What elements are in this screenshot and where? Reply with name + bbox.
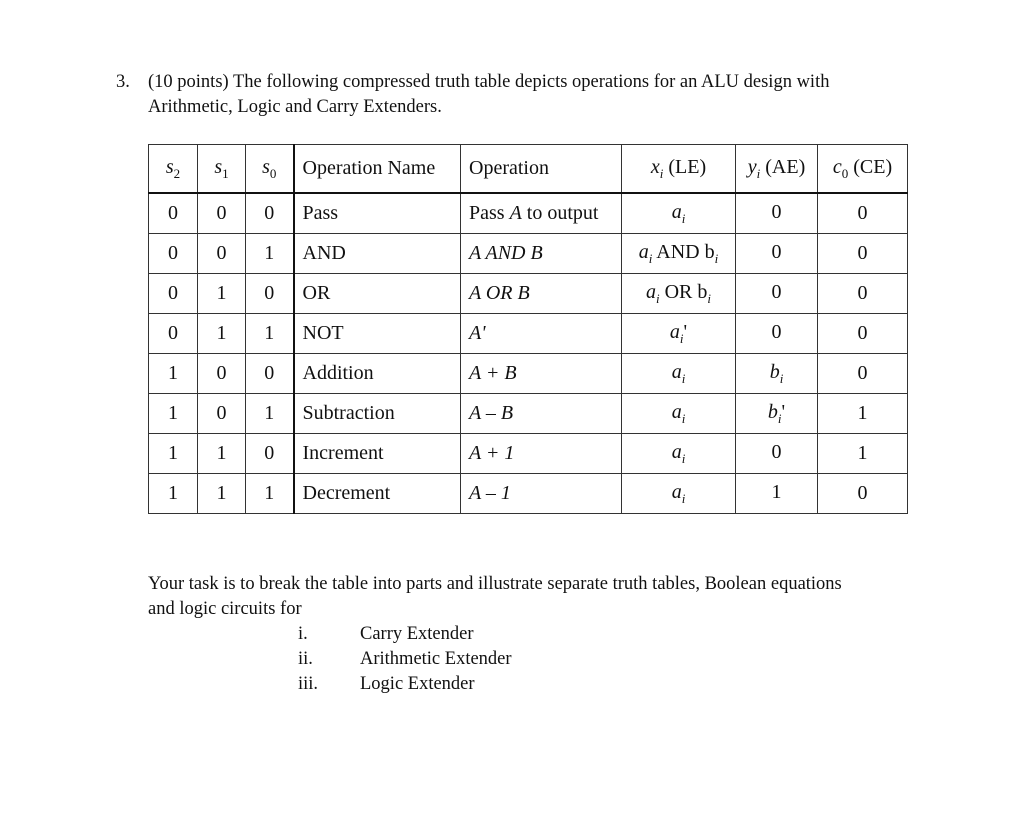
task-item-number: ii. (298, 649, 313, 669)
cell-c0: 0 (818, 234, 908, 274)
cell-operation-name: AND (294, 234, 461, 274)
table-row (149, 434, 908, 474)
header-s1: $s_1$ (198, 145, 246, 194)
cell-operation-name: Increment (294, 434, 461, 474)
cell-yi: 0 (736, 434, 818, 474)
cell-xi: $a_i$ (622, 193, 736, 234)
table-row (149, 234, 908, 274)
cell-s2: 1 (149, 354, 198, 394)
cell-s0: 0 (246, 434, 294, 474)
cell-s1: 0 (198, 394, 246, 434)
cell-yi: 0 (736, 314, 818, 354)
task-item-label: Arithmetic Extender (360, 649, 512, 669)
cell-operation: A AND B (461, 234, 622, 274)
cell-s1: 1 (198, 274, 246, 314)
table-row (149, 314, 908, 354)
cell-c0: 0 (818, 193, 908, 234)
cell-yi: 1 (736, 474, 818, 514)
cell-s2: 1 (149, 474, 198, 514)
header-xi: $x_i$ (LE) (622, 145, 736, 194)
task-item-label: Carry Extender (360, 624, 474, 644)
cell-xi: $a_i$ (622, 394, 736, 434)
task-item-number: i. (298, 624, 308, 644)
header-yi: $y_i$ (AE) (736, 145, 818, 194)
truth-table (148, 144, 908, 514)
cell-yi: 0 (736, 274, 818, 314)
cell-operation: Pass A to output (461, 193, 622, 234)
table-row (149, 394, 908, 434)
cell-xi: $a_i$ (622, 434, 736, 474)
cell-operation: A – B (461, 394, 622, 434)
cell-s2: 0 (149, 314, 198, 354)
cell-xi: $a_i'$ (622, 314, 736, 354)
header-row (149, 145, 908, 194)
cell-c0: 0 (818, 474, 908, 514)
cell-xi: $a_i$ (622, 354, 736, 394)
cell-operation: A – 1 (461, 474, 622, 514)
cell-operation: A OR B (461, 274, 622, 314)
cell-yi: 0 (736, 193, 818, 234)
cell-s0: 0 (246, 274, 294, 314)
task-text: Your task is to break the table into parts and illustrate separate truth tables, Boolean equations and logic circuits for (148, 574, 842, 619)
cell-yi: $b_i'$ (736, 394, 818, 434)
cell-s1: 0 (198, 234, 246, 274)
question-text: (10 points) The following compressed truth table depicts operations for an ALU design with Arithmetic, Logic and Carry Extenders. (148, 72, 830, 117)
cell-operation: A' (461, 314, 622, 354)
cell-s0: 1 (246, 234, 294, 274)
cell-s1: 1 (198, 434, 246, 474)
question-number: 3. (116, 72, 130, 92)
cell-s1: 1 (198, 314, 246, 354)
cell-operation-name: NOT (294, 314, 461, 354)
cell-s0: 0 (246, 354, 294, 394)
cell-s2: 1 (149, 394, 198, 434)
cell-xi: $a_i$ (622, 474, 736, 514)
cell-c0: 0 (818, 274, 908, 314)
header-c0: $c_0$ (CE) (818, 145, 908, 194)
cell-operation-name: Addition (294, 354, 461, 394)
cell-s2: 0 (149, 234, 198, 274)
cell-s0: 1 (246, 394, 294, 434)
cell-s0: 1 (246, 314, 294, 354)
cell-s1: 1 (198, 474, 246, 514)
cell-s0: 1 (246, 474, 294, 514)
cell-operation-name: Decrement (294, 474, 461, 514)
cell-operation: A + B (461, 354, 622, 394)
table-row (149, 274, 908, 314)
cell-c0: 0 (818, 314, 908, 354)
cell-c0: 1 (818, 394, 908, 434)
cell-s2: 1 (149, 434, 198, 474)
cell-xi: $a_i$ OR $b_i$ (622, 274, 736, 314)
cell-c0: 1 (818, 434, 908, 474)
table-row (149, 474, 908, 514)
header-s2: $s_2$ (149, 145, 198, 194)
task-item-number: iii. (298, 674, 319, 694)
cell-s1: 0 (198, 354, 246, 394)
cell-yi: 0 (736, 234, 818, 274)
cell-operation: A + 1 (461, 434, 622, 474)
cell-s2: 0 (149, 274, 198, 314)
header-operation-name: Operation Name (294, 145, 461, 194)
cell-s1: 0 (198, 193, 246, 234)
table-row (149, 193, 908, 234)
cell-operation-name: Pass (294, 193, 461, 234)
table-row (149, 354, 908, 394)
cell-yi: $b_i$ (736, 354, 818, 394)
cell-s0: 0 (246, 193, 294, 234)
task-item-label: Logic Extender (360, 674, 475, 694)
cell-operation-name: OR (294, 274, 461, 314)
header-operation: Operation (461, 145, 622, 194)
cell-xi: $a_i$ AND $b_i$ (622, 234, 736, 274)
cell-s2: 0 (149, 193, 198, 234)
cell-operation-name: Subtraction (294, 394, 461, 434)
header-s0: $s_0$ (246, 145, 294, 194)
cell-c0: 0 (818, 354, 908, 394)
